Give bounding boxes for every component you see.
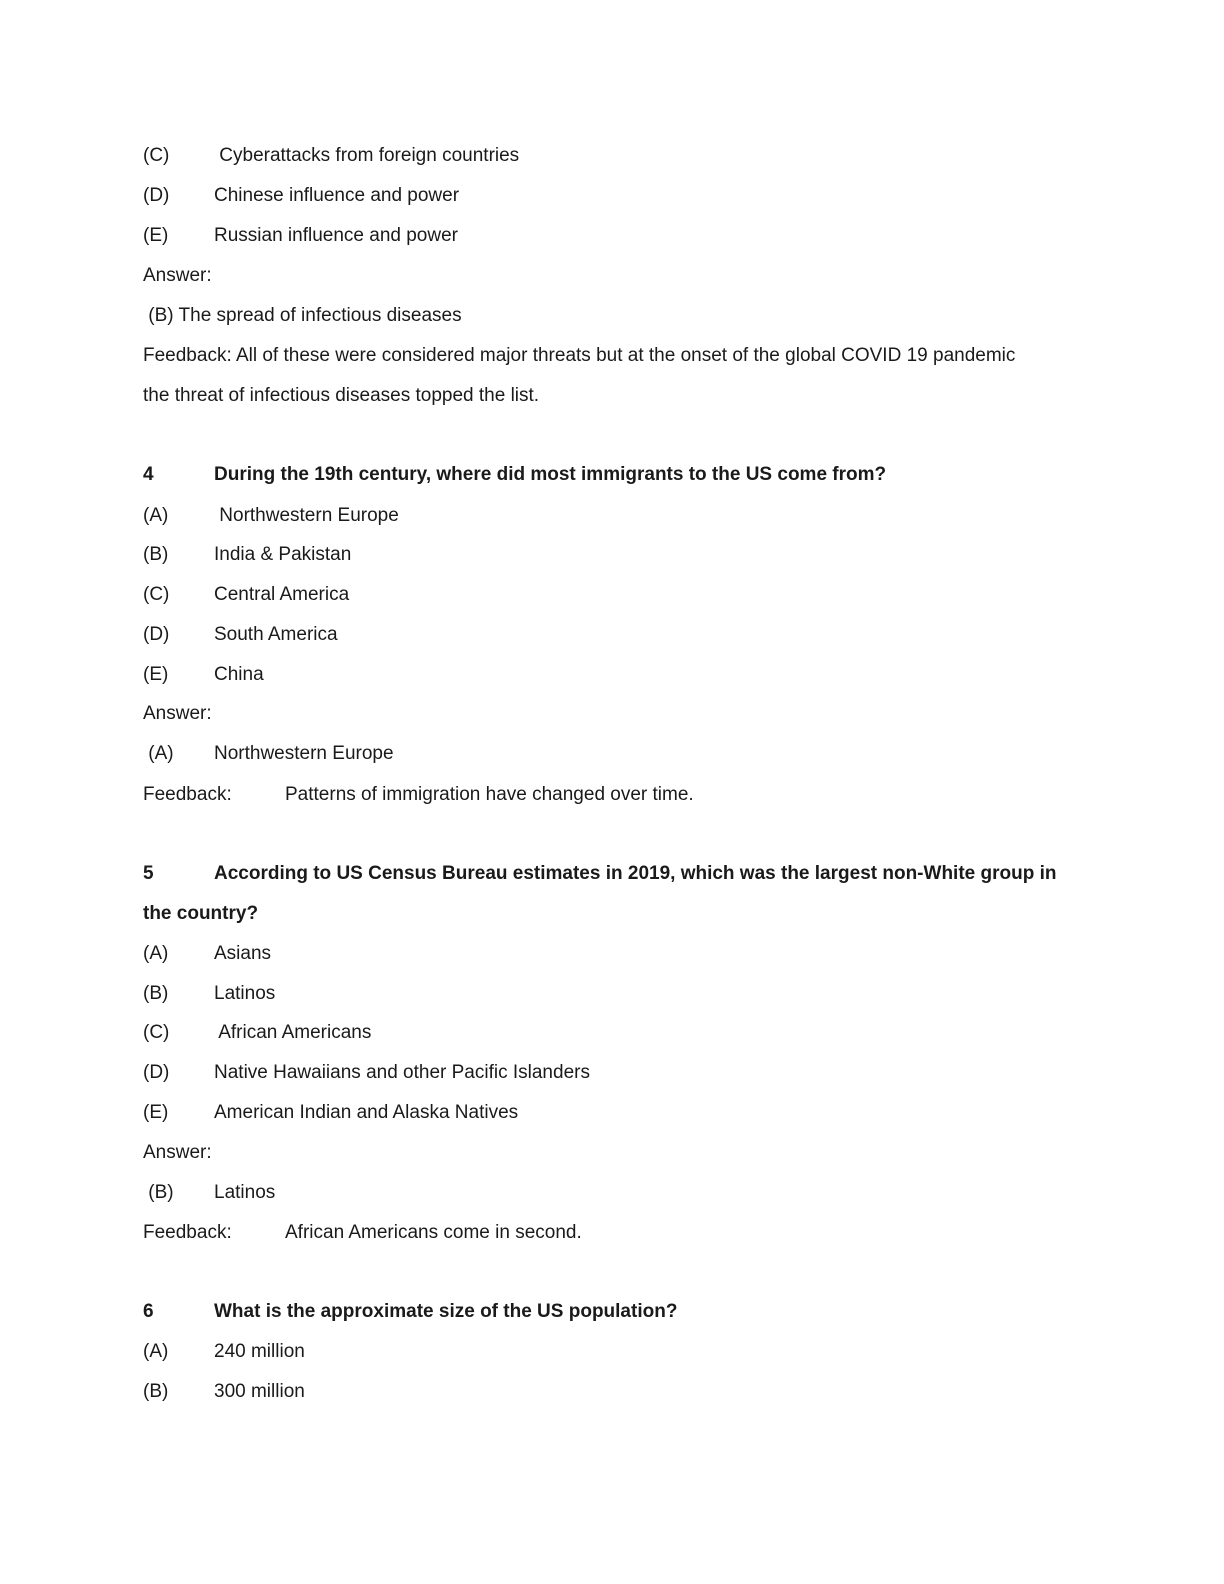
option-label: (C) xyxy=(143,145,170,166)
q3-option-e xyxy=(143,224,458,248)
q4-answer xyxy=(143,742,394,766)
option-label: (B) xyxy=(143,1381,169,1402)
q5-option-b xyxy=(143,982,275,1006)
q4-option-c xyxy=(143,583,349,607)
option-label: (C) xyxy=(143,584,170,605)
option-label: (B) xyxy=(143,983,169,1004)
feedback-text: Patterns of immigration have changed over time. xyxy=(285,784,694,805)
q6-question xyxy=(143,1300,677,1324)
option-text: China xyxy=(214,664,264,685)
q4-question xyxy=(143,463,886,487)
question-number: 4 xyxy=(143,464,154,485)
q3-answer-heading: Answer: xyxy=(143,265,212,286)
option-text: 300 million xyxy=(214,1381,305,1402)
answer-text: Northwestern Europe xyxy=(214,743,394,764)
option-label: (E) xyxy=(143,664,169,685)
option-label: (D) xyxy=(143,624,170,645)
option-label: (B) xyxy=(143,544,169,565)
option-label: (D) xyxy=(143,1062,170,1083)
q5-option-e xyxy=(143,1101,518,1125)
option-text: Asians xyxy=(214,943,272,964)
option-text: Northwestern Europe xyxy=(214,505,399,526)
option-text: 240 million xyxy=(214,1341,305,1362)
q3-feedback-line2: the threat of infectious diseases topped the list. xyxy=(143,385,540,406)
feedback-label: Feedback: xyxy=(143,784,232,805)
option-text: Russian influence and power xyxy=(214,225,458,246)
q5-option-d xyxy=(143,1061,590,1085)
option-text: African Americans xyxy=(214,1022,372,1043)
q6-option-b xyxy=(143,1380,305,1404)
q5-question xyxy=(143,862,1057,886)
question-number: 5 xyxy=(143,863,154,884)
q5-option-a xyxy=(143,942,271,966)
q5-option-c xyxy=(143,1021,371,1045)
q4-feedback xyxy=(143,783,694,807)
option-text: Chinese influence and power xyxy=(214,185,460,206)
q4-option-a xyxy=(143,504,399,528)
q4-option-e xyxy=(143,663,264,687)
q5-answer xyxy=(143,1181,275,1205)
question-number: 6 xyxy=(143,1301,154,1322)
question-text: During the 19th century, where did most immigrants to the US come from? xyxy=(214,464,887,485)
q4-option-b xyxy=(143,543,351,567)
option-text: Latinos xyxy=(214,983,276,1004)
option-label: (C) xyxy=(143,1022,170,1043)
q5-answer-heading: Answer: xyxy=(143,1142,212,1163)
answer-text: Latinos xyxy=(214,1182,276,1203)
option-text: Central America xyxy=(214,584,350,605)
option-text: India & Pakistan xyxy=(214,544,352,565)
q4-answer-heading: Answer: xyxy=(143,703,212,724)
q5-feedback xyxy=(143,1221,582,1245)
feedback-label: Feedback: xyxy=(143,1222,232,1243)
option-label: (D) xyxy=(143,185,170,206)
answer-label: (B) xyxy=(143,1182,174,1203)
q3-option-d xyxy=(143,184,459,208)
option-label: (A) xyxy=(143,505,169,526)
q3-feedback-line1: Feedback: All of these were considered major threats but at the onset of the global COVID 19 pandemic xyxy=(143,345,1016,366)
option-text: American Indian and Alaska Natives xyxy=(214,1102,519,1123)
question-text: What is the approximate size of the US population? xyxy=(214,1301,678,1322)
option-label: (E) xyxy=(143,1102,169,1123)
q3-option-c xyxy=(143,144,519,168)
option-label: (A) xyxy=(143,943,169,964)
q6-option-a xyxy=(143,1340,305,1364)
option-label: (A) xyxy=(143,1341,169,1362)
answer-label: (A) xyxy=(143,743,174,764)
option-text: South America xyxy=(214,624,338,645)
option-text: Native Hawaiians and other Pacific Islanders xyxy=(214,1062,590,1083)
q5-question-line2: the country? xyxy=(143,903,259,924)
q3-answer: (B) The spread of infectious diseases xyxy=(143,305,462,326)
option-text: Cyberattacks from foreign countries xyxy=(214,145,520,166)
feedback-text: African Americans come in second. xyxy=(285,1222,582,1243)
q4-option-d xyxy=(143,623,338,647)
option-label: (E) xyxy=(143,225,169,246)
question-text: According to US Census Bureau estimates in 2019, which was the largest non-White group in xyxy=(214,863,1057,884)
